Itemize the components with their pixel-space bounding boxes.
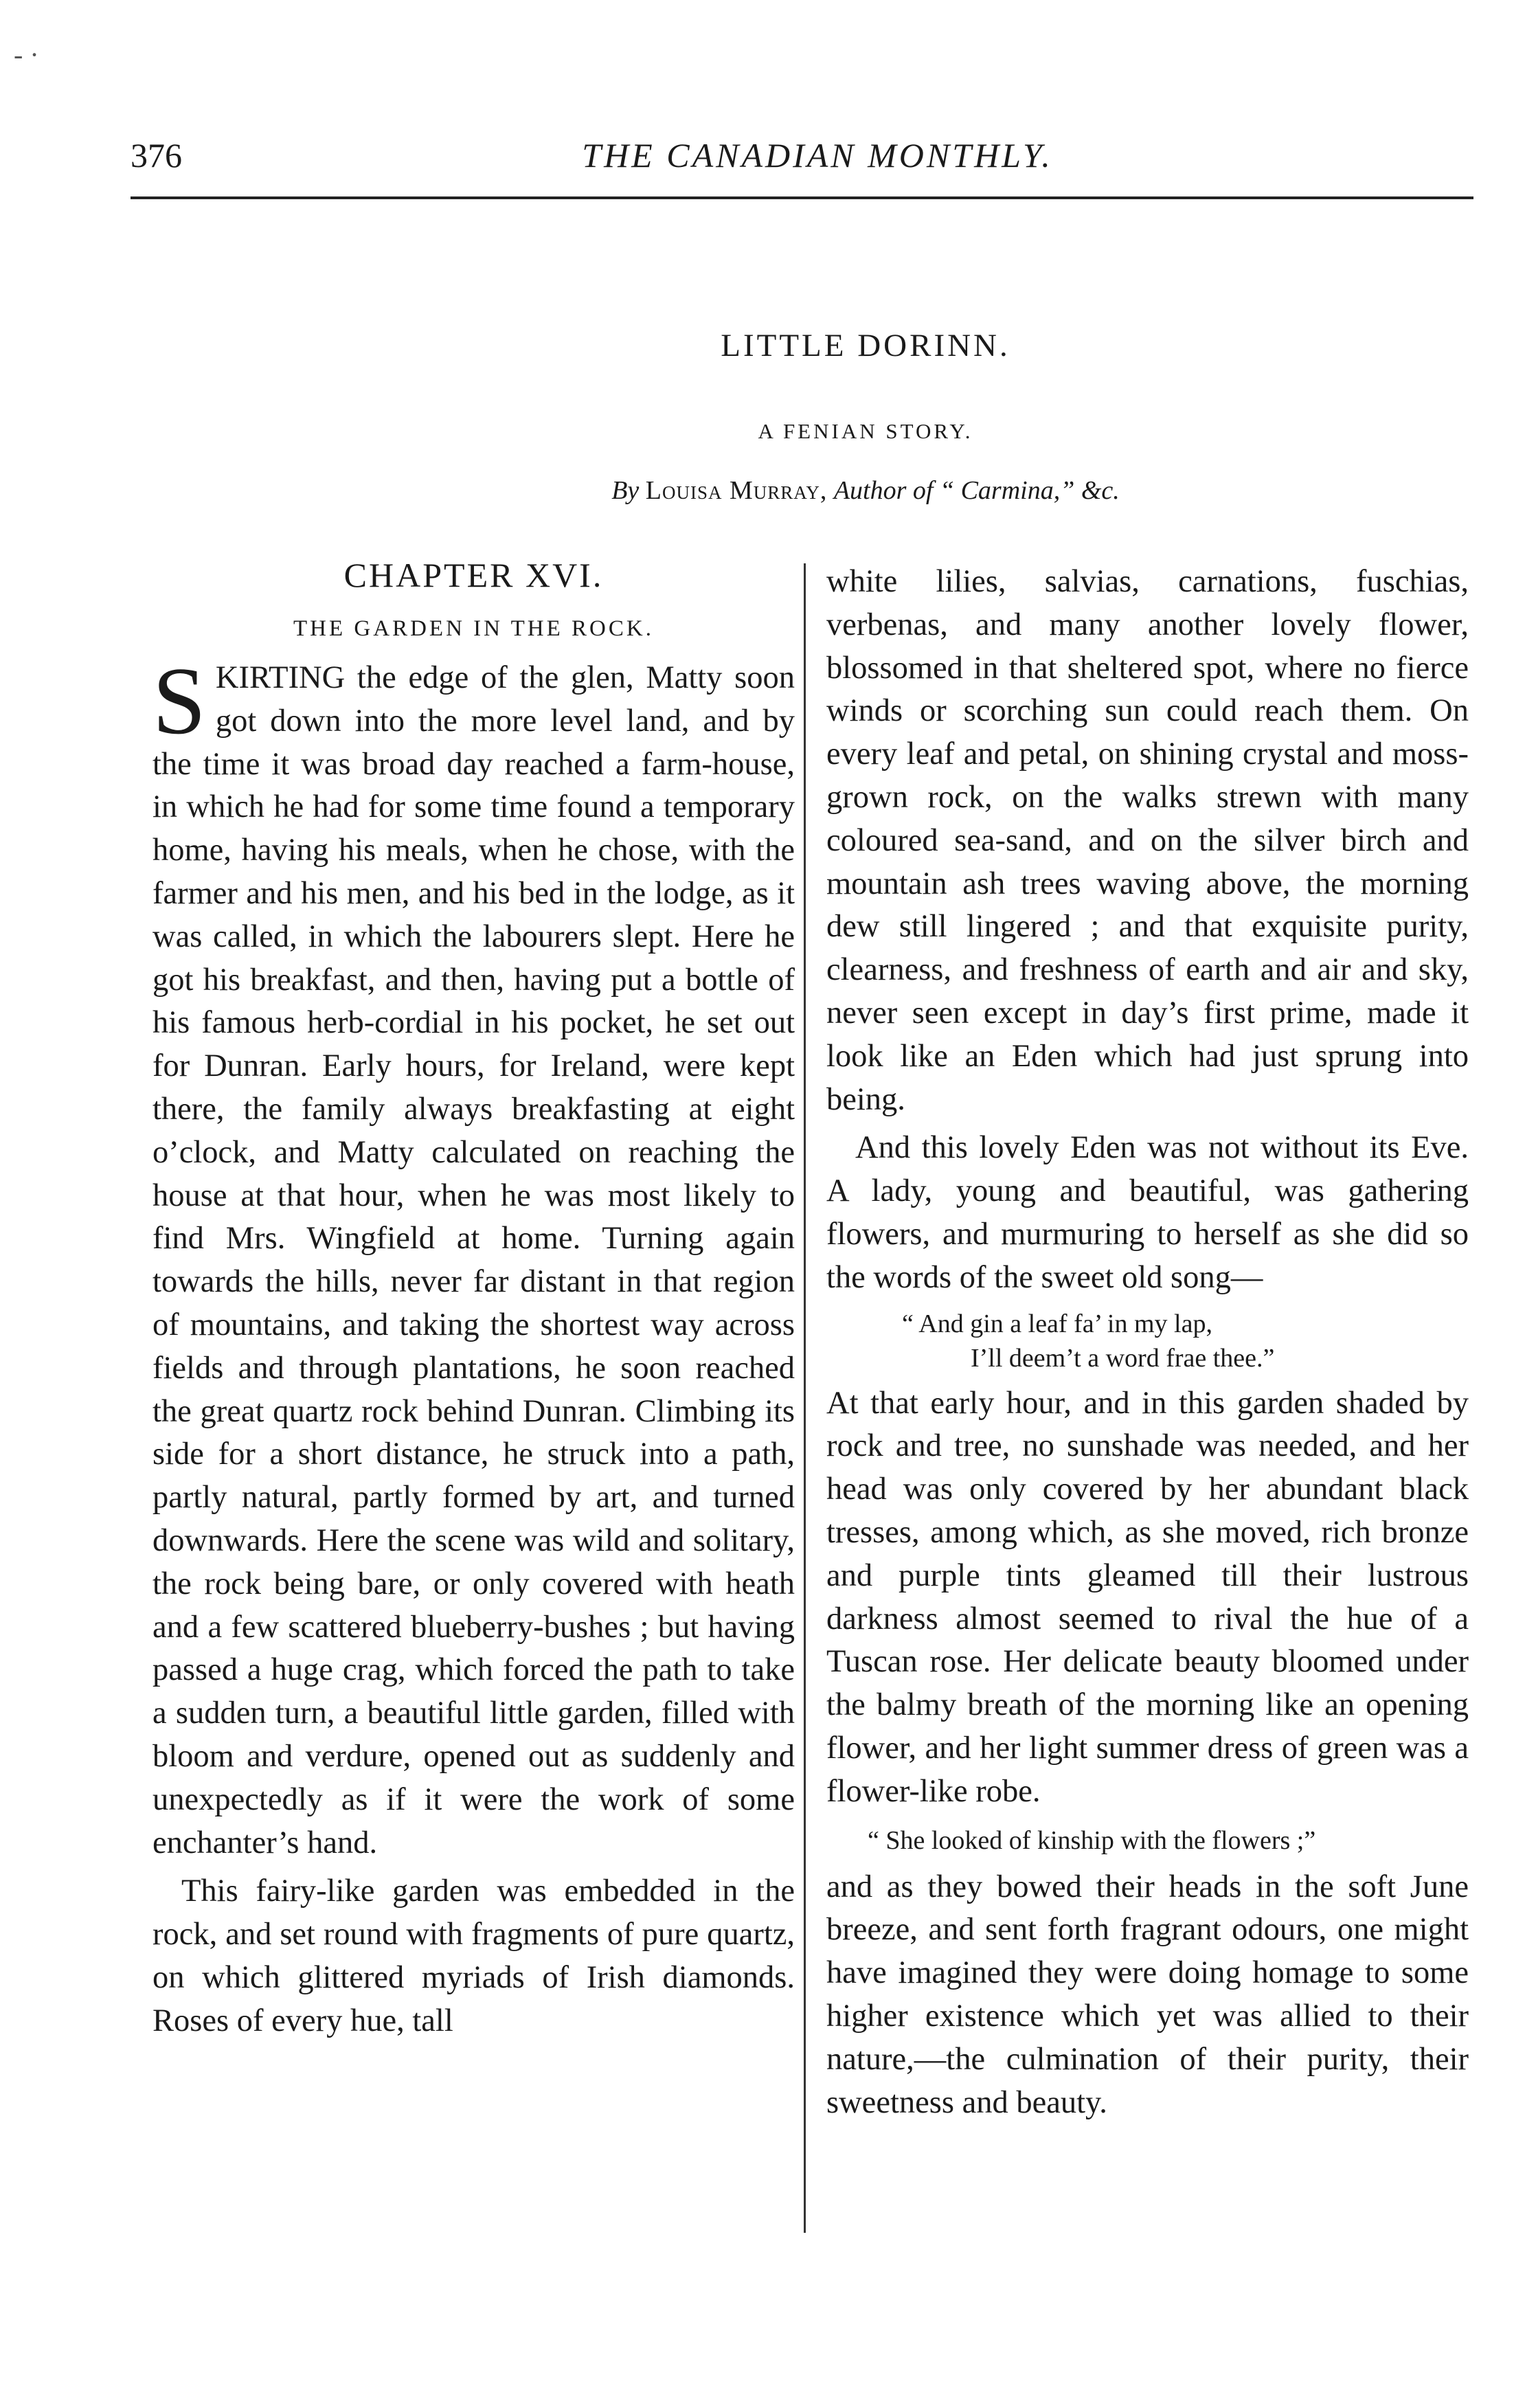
page-margin-marks: - · xyxy=(14,39,39,70)
paragraph: And this lovely Eden was not without its Eve. A lady, young and beautiful, was gathering flowers, and murmuring to herself as she did so the words of the sweet old song— xyxy=(826,1130,1469,1295)
story-title: LITTLE DORINN. xyxy=(721,328,1010,363)
story-subtitle: A FENIAN STORY. xyxy=(758,419,973,443)
paragraph xyxy=(152,648,795,1865)
running-title: THE CANADIAN MONTHLY. xyxy=(582,136,1053,175)
byline xyxy=(0,474,1525,507)
byline-author-of: Author of xyxy=(833,476,934,505)
paragraph: and as they bowed their heads in the soft June breeze, and sent forth fragrant odours, one might have imagined they were doing homage to some higher existence which yet was allied to their nature,—the culmination of their purity, their sweetness and beauty. xyxy=(826,1869,1469,2120)
byline-by: By xyxy=(611,476,640,505)
verse-line: I’ll deem’t a word frae thee.” xyxy=(971,1343,1275,1373)
paragraph: This fairy-like garden was embedded in the rock, and set round with fragments of pure quartz, on which glittered myriads of Irish diamonds. Roses of every hue, tall xyxy=(152,1873,795,2038)
byline-author: Louisa Murray, xyxy=(645,476,828,505)
right-column xyxy=(826,561,1469,2124)
byline-work: “ Carmina,” &c. xyxy=(939,476,1120,505)
paragraph-text: KIRTING the edge of the glen, Matty soon got down into the more level land, and by the time it was broad day reached a farm-house, in which he had for some time found a temporary home, having his meals, when he chose, with the farmer and his men, and his bed in the lodge, as it was called, in which the labourers slept. Here he got his breakfast, and then, having put a bottle of his famous herb-cordial in his pocket, he set out for Dunran. Early hours, for Ireland, were kept there, the family always breakfasting at eight o’clock, and Matty calculated on reaching the house at that hour, when he was most likely to find Mrs. Wingfield at home. Turning again towards the hills, never far distant in that region of mountains, and taking the shortest way across fields and through plantations, he soon reached the great quartz rock behind Dunran. Climbing its side for a short distance, he struck into a path, partly natural, partly formed by art, and turned downwards. Here the scene was wild and solitary, the rock being bare, or only covered with heath and a few scattered blueberry-bushes ; but having passed a huge crag, which forced the path to take a sudden turn, a beautiful little garden, filled with bloom and verdure, opened out as suddenly and unexpectedly as if it were the work of some enchanter’s hand. xyxy=(152,660,795,1860)
page-number: 376 xyxy=(131,136,182,175)
chapter-heading: CHAPTER XVI. xyxy=(343,556,604,594)
paragraph: At that early hour, and in this garden shaded by rock and tree, no sunshade was needed, and her head was only covered by her abundant black tresses, among which, as she moved, rich bronze and purple tints gleamed till their lustrous darkness almost seemed to rival the hue of a Tuscan rose. Her delicate beauty bloomed under the balmy breath of the morning like an opening flower, and her light summer dress of green was a flower-like robe. xyxy=(826,1385,1469,1809)
column-divider xyxy=(804,563,806,2233)
paragraph: white lilies, salvias, carnations, fuschias, verbenas, and many another lovely flower, blossomed in that sheltered spot, where no fierce winds or scorching sun could reach them. On every leaf and petal, on shining crystal and moss-grown rock, on the walks strewn with many coloured sea-sand, and on the silver birch and mountain ash trees waving above, the morning dew still lingered ; and that exquisite purity, clearness, and freshness of earth and air and sky, never seen except in day’s first prime, made it look like an Eden which had just sprung into being. xyxy=(826,564,1469,1117)
quotation-line: “ She looked of kinship with the flowers ;” xyxy=(868,1825,1316,1855)
left-column xyxy=(152,550,795,2043)
verse-quotation xyxy=(826,1307,1469,1375)
header-rule xyxy=(131,196,1473,199)
drop-cap: S xyxy=(152,648,206,754)
chapter-title: THE GARDEN IN THE ROCK. xyxy=(293,616,654,641)
verse-line: “ And gin a leaf fa’ in my lap, xyxy=(902,1309,1212,1338)
